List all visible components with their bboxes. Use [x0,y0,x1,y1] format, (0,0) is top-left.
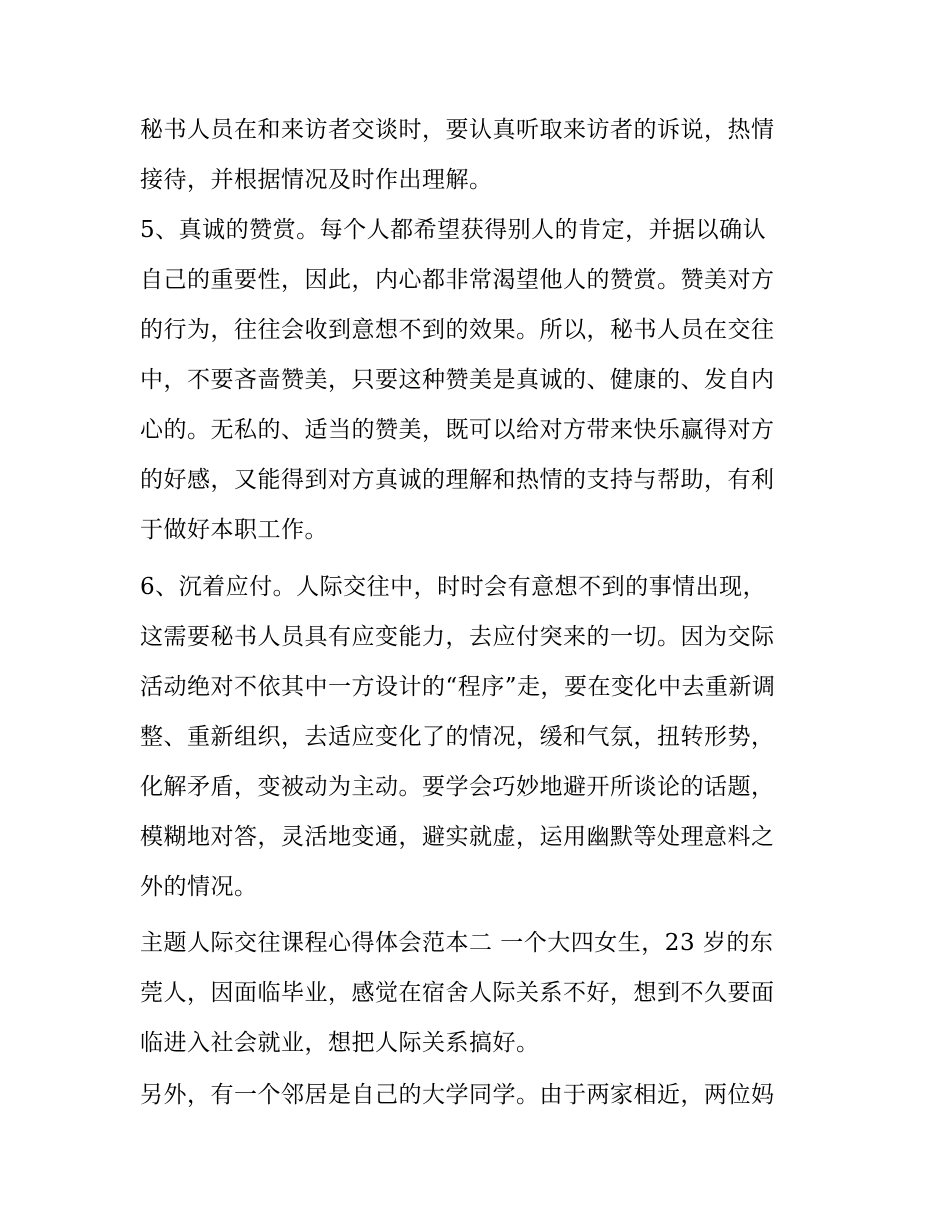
text-line: 秘书人员在和来访者交谈时，要认真听取来访者的诉说，热情 [140,117,775,143]
text-line: 活动绝对不依其中一方设计的“程序”走，要在变化中去重新调 [140,674,776,700]
text-line: 莞人，因面临毕业，感觉在宿舍人际关系不好，想到不久要面 [140,980,775,1006]
text-line: 外的情况。 [140,874,258,900]
paragraph-sample-two [140,918,820,1068]
text-line: 接待，并根据情况及时作出理解。 [140,167,493,193]
text-line: 整、重新组织，去适应变化了的情况，缓和气氛，扭转形势， [140,724,775,750]
text-line: 心的。无私的、适当的赞美，既可以给对方带来快乐赢得对方 [140,417,775,443]
paragraph-neighbor [140,1070,820,1120]
text-line: 6、沉着应付。人际交往中，时时会有意想不到的事情出现， [140,574,767,600]
paragraph-reception [140,105,820,205]
text-line: 的好感，又能得到对方真诚的理解和热情的支持与帮助，有利 [140,467,775,493]
text-line: 主题人际交往课程心得体会范本二 一个大四女生，23 岁的东 [140,930,774,956]
paragraph-sincere-praise [140,205,820,555]
text-line: 于做好本职工作。 [140,517,328,543]
paragraph-calm-response [140,562,820,912]
text-line: 另外，有一个邻居是自己的大学同学。由于两家相近，两位妈 [140,1082,775,1108]
text-line: 临进入社会就业，想把人际关系搞好。 [140,1030,540,1056]
text-line: 模糊地对答，灵活地变通，避实就虚，运用幽默等处理意料之 [140,824,775,850]
text-line: 中，不要吝啬赞美，只要这种赞美是真诚的、健康的、发自内 [140,367,775,393]
text-line: 化解矛盾，变被动为主动。要学会巧妙地避开所谈论的话题， [140,774,775,800]
text-line: 自己的重要性，因此，内心都非常渴望他人的赞赏。赞美对方 [140,267,775,293]
text-line: 的行为，往往会收到意想不到的效果。所以，秘书人员在交往 [140,317,775,343]
text-line: 这需要秘书人员具有应变能力，去应付突来的一切。因为交际 [140,624,775,650]
text-line: 5、真诚的赞赏。每个人都希望获得别人的肯定，并据以确认 [140,217,767,243]
